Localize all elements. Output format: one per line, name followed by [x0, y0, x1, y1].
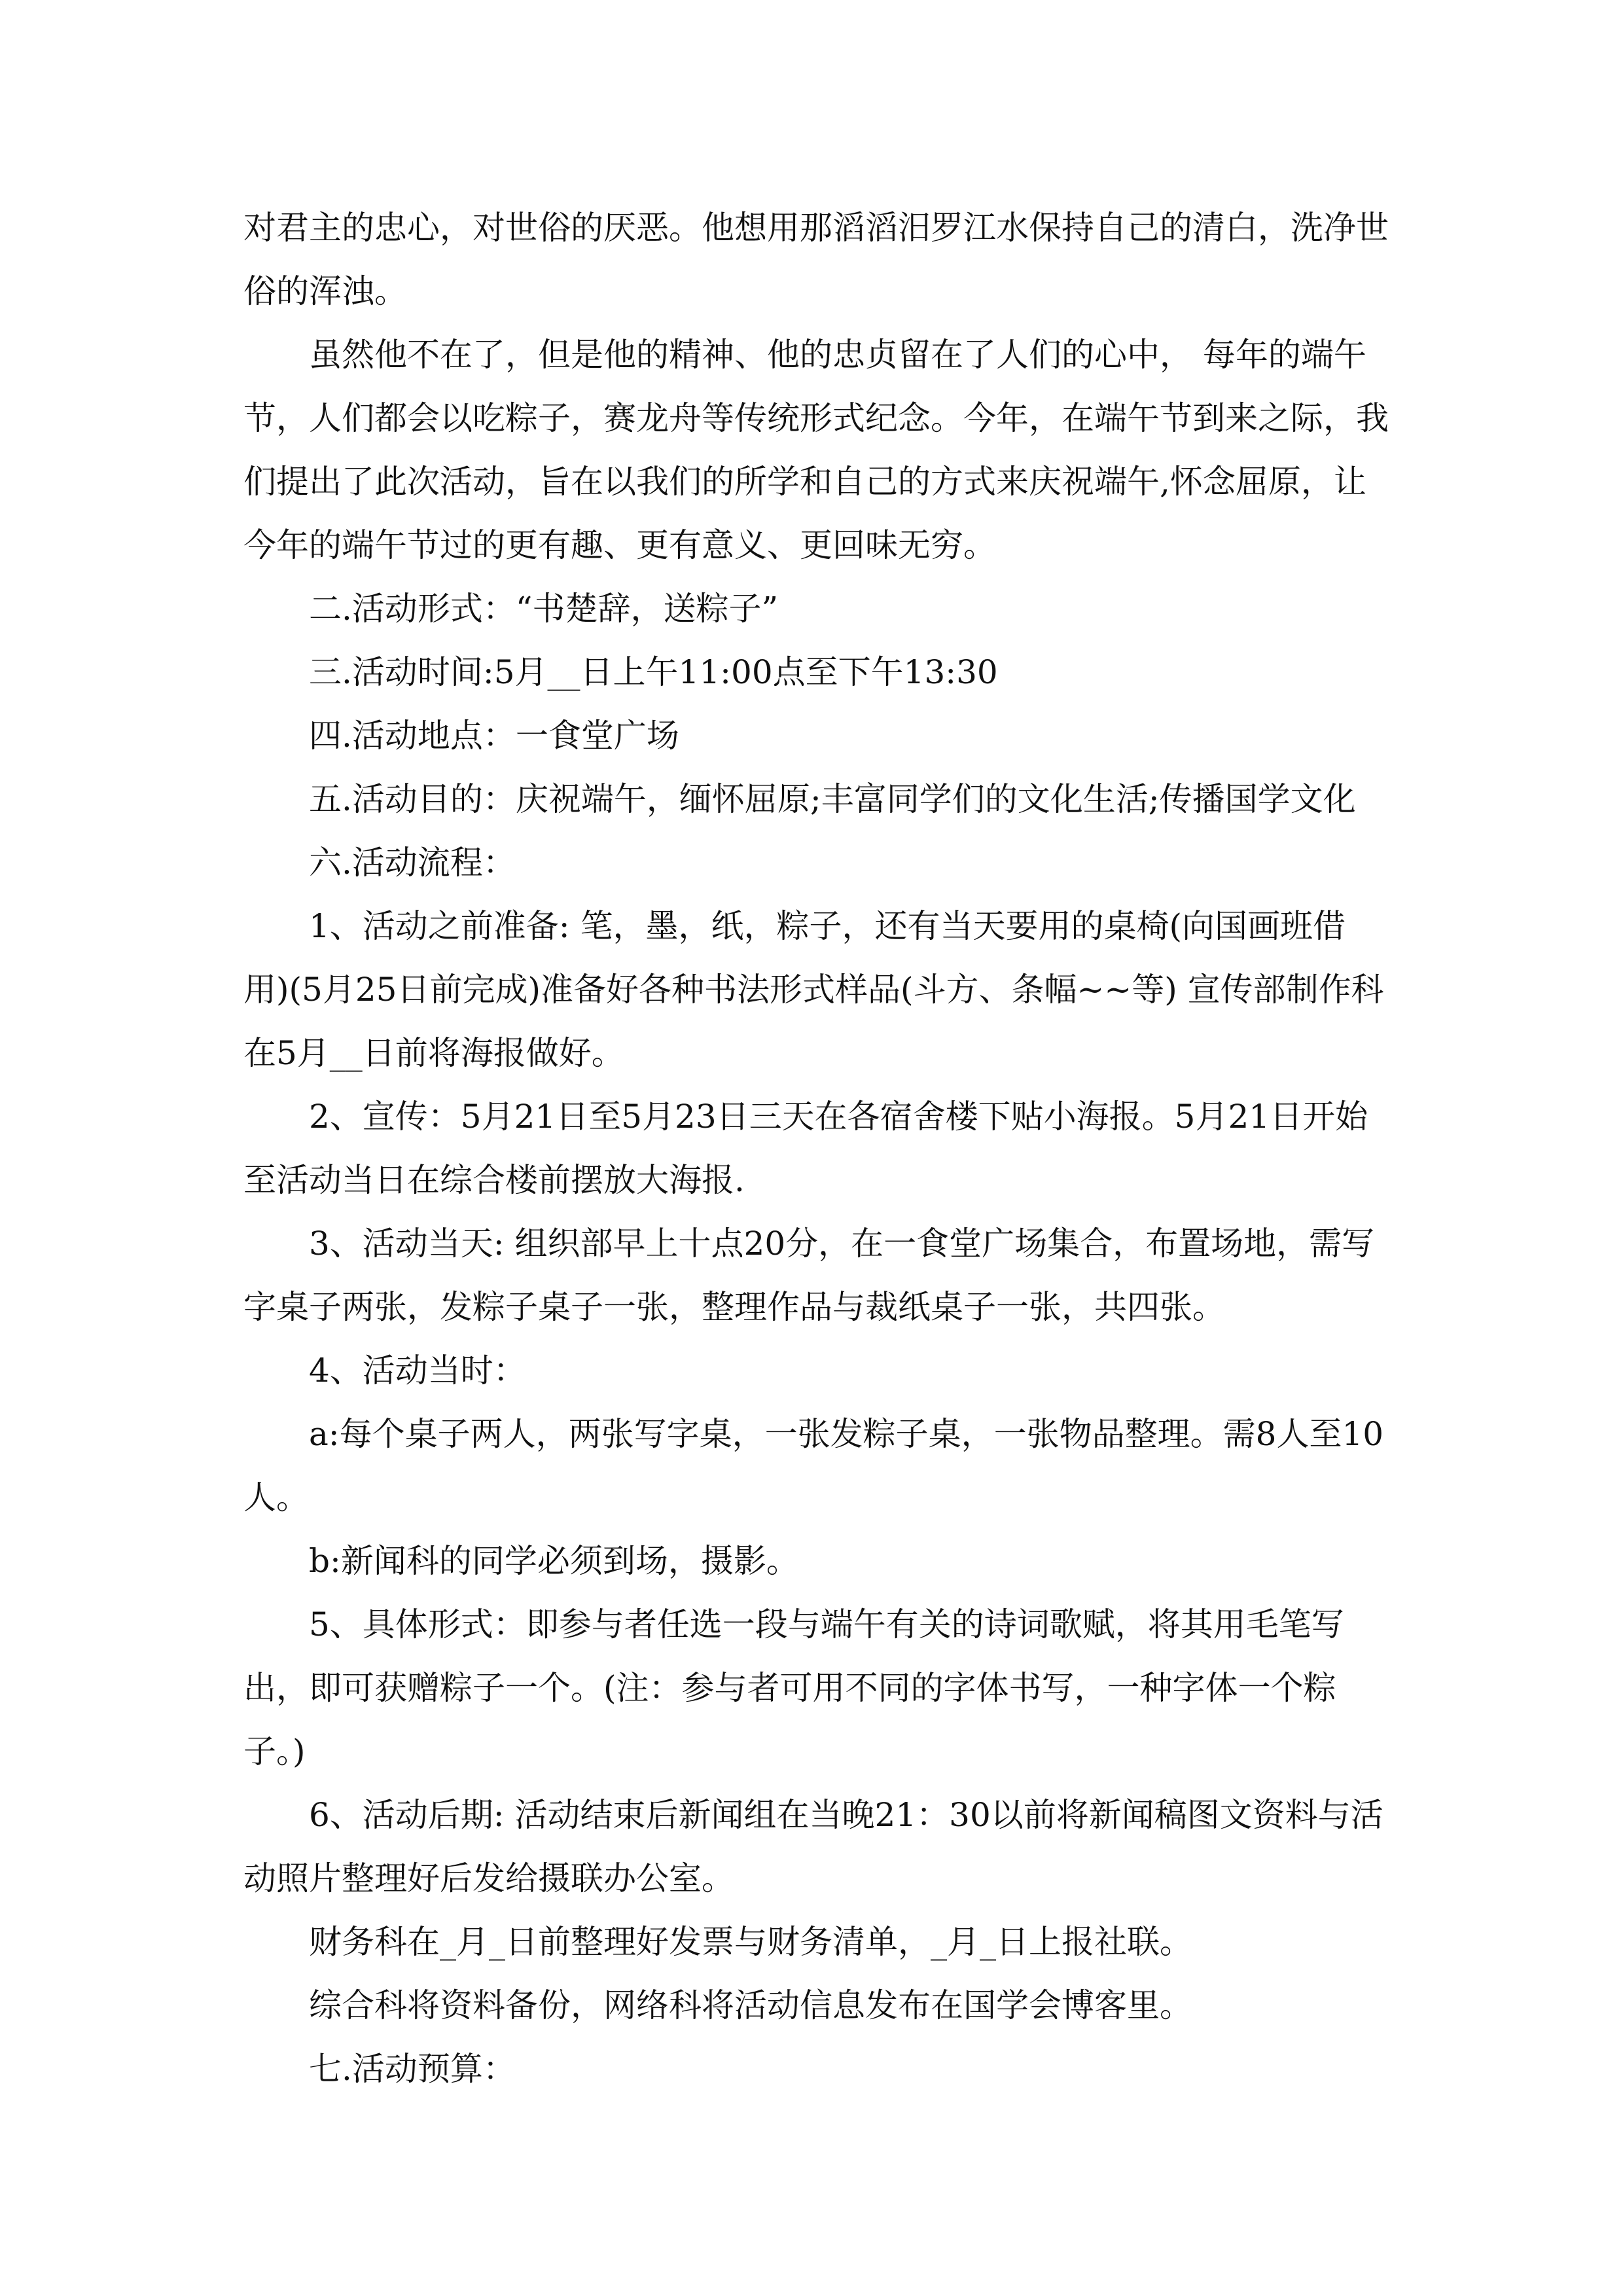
process-step-publicity: 2、宣传：5月21日至5月23日三天在各宿舍楼下贴小海报。5月21日开始至活动当日在综合楼前摆放大海报.	[243, 1098, 1368, 1199]
process-step-format: 5、具体形式：即参与者任选一段与端午有关的诗词歌赋，将其用毛笔写出，即可获赠粽子一个。(注：参与者可用不同的字体书写，一种字体一个粽子。)	[243, 1605, 1344, 1770]
paragraph-intro: 虽然他不在了，但是他的精神、他的忠贞留在了人们的心中， 每年的端午节，人们都会以吃粽子，赛龙舟等传统形式纪念。今年，在端午节到来之际，我们提出了此次活动，旨在以我们的所学和自己的方式来庆祝端午,怀念屈原，让今年的端午节过的更有趣、更有意义、更回味无穷。	[243, 336, 1389, 564]
process-step-follow-up: 6、活动后期: 活动结束后新闻组在当晚21：30以前将新闻稿图文资料与活动照片整理好后发给摄联办公室。	[243, 1796, 1383, 1897]
process-step-event-day: 3、活动当天: 组织部早上十点20分，在一食堂广场集合，布置场地，需写字桌子两张，发粽子桌子一张，整理作品与裁纸桌子一张，共四张。	[243, 1225, 1375, 1326]
document-body	[243, 196, 1389, 2101]
process-step-preparation: 1、活动之前准备: 笔，墨，纸，粽子，还有当天要用的桌椅(向国画班借用)(5月25日前完成)准备好各种书法形式样品(斗方、条幅~~等) 宣传部制作科在5月__日前将海报做好。	[243, 907, 1384, 1072]
section-activity-purpose: 五.活动目的：庆祝端午，缅怀屈原;丰富同学们的文化生活;传播国学文化	[309, 780, 1356, 818]
section-activity-form: 二.活动形式：“书楚辞，送粽子”	[309, 590, 779, 628]
process-substep-b: b:新闻科的同学必须到场，摄影。	[309, 1542, 799, 1580]
section-activity-budget: 七.活动预算：	[309, 2050, 516, 2088]
section-activity-process: 六.活动流程：	[309, 844, 516, 882]
finance-note: 财务科在_月_日前整理好发票与财务清单，_月_日上报社联。	[309, 1923, 1192, 1961]
paragraph-continuation: 对君主的忠心，对世俗的厌恶。他想用那滔滔汨罗江水保持自己的清白，洗净世俗的浑浊。	[243, 209, 1389, 310]
section-activity-time: 三.活动时间:5月__日上午11:00点至下午13:30	[309, 653, 998, 691]
backup-note: 综合科将资料备份，网络科将活动信息发布在国学会博客里。	[309, 1986, 1192, 2024]
process-substep-a: a:每个桌子两人，两张写字桌，一张发粽子桌，一张物品整理。需8人至10人。	[243, 1415, 1384, 1516]
process-step-during-event: 4、活动当时：	[309, 1352, 526, 1390]
section-activity-location: 四.活动地点：一食堂广场	[309, 717, 679, 755]
